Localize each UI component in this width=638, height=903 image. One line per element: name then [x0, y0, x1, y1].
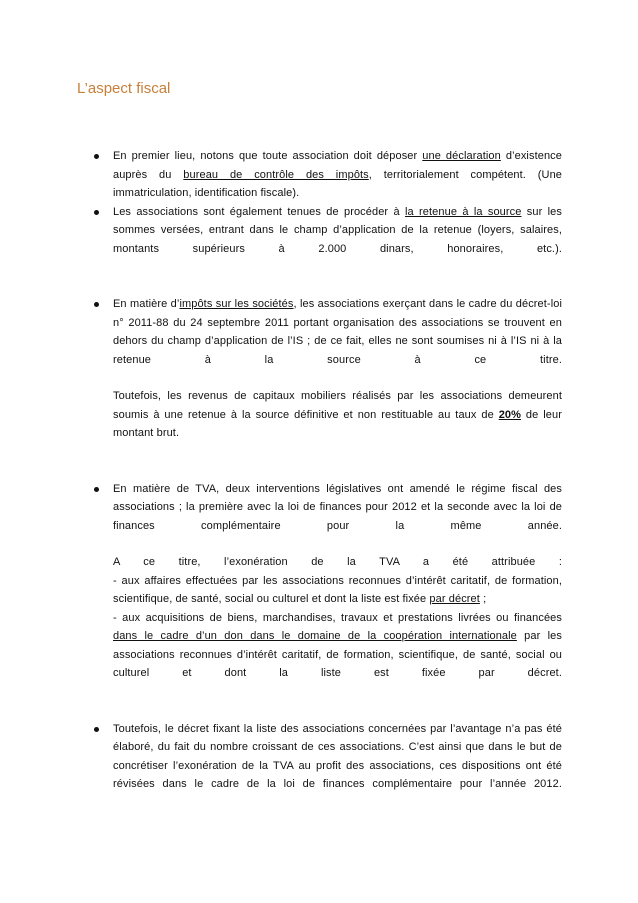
text-run: Toutefois, le décret fixant la liste des associations concernées par l’avantage n’a pas été élaboré, du fait du nombre croissant de ces associations. C’est ainsi que dans le but de concrétiser l’exonération de la TVA au profit des associations, ces dispositions ont été révisées dans le cadre de la loi de finances complémentaire pour l’année 2012. — [113, 722, 562, 790]
paragraph — [113, 480, 562, 536]
underlined-text: 20% — [498, 408, 522, 421]
underlined-text: la retenue à la source — [404, 205, 522, 218]
paragraph — [113, 553, 562, 572]
section-heading: L’aspect fiscal — [77, 80, 171, 97]
list-item — [0, 147, 638, 203]
text-run: En matière d’ — [113, 298, 180, 310]
text-run: , territorialement compétent. (Une immatriculation, identification fiscale). — [113, 168, 563, 199]
paragraph — [113, 572, 562, 609]
text-run: - aux acquisitions de biens, marchandises, travaux et prestations livrées ou financées — [113, 611, 562, 624]
underlined-text: dans le cadre d’un don dans le domaine de la coopération internationale — [113, 630, 517, 642]
text-run: A ce titre, l’exonération de la TVA a été attribuée : — [113, 556, 562, 568]
paragraph — [113, 147, 562, 203]
bullet-icon — [94, 727, 99, 732]
text-run: par les associations reconnues d’intérêt caritatif, de formation, scientifique, de santé, social ou culturel et dont la liste est fixée par décret. — [113, 630, 562, 679]
bullet-icon — [94, 154, 99, 159]
paragraph — [113, 720, 562, 794]
text-run: d’existence auprès du — [113, 150, 562, 181]
underlined-text: impôts sur les sociétés — [179, 298, 294, 310]
bullet-icon — [94, 302, 99, 307]
list-item — [0, 720, 638, 794]
list-item — [0, 203, 638, 259]
text-run: - aux affaires effectuées par les associations reconnues d’intérêt caritatif, de formation, scientifique, de santé, social ou culturel et dont la liste est fixée — [113, 574, 562, 605]
text-run: En matière de TVA, deux interventions législatives ont amendé le régime fiscal des associations ; la première avec la loi de finances pour 2012 et la seconde avec la loi de finances complémentaire pour la même année. — [113, 482, 562, 532]
text-run: Toutefois, les revenus de capitaux mobiliers réalisés par les associations demeurent soumis à une retenue à la source définitive et non restituable au taux de — [113, 390, 562, 421]
bullet-list — [0, 147, 638, 794]
paragraph — [113, 203, 562, 259]
text-run: , les associations exerçant dans le cadre du décret-loi n° 2011-88 du 24 septembre 2011 portant organisation des associations se trouvent en dehors du champ d’application de l’IS ; de ce fait, elles ne sont soumises ni à l’IS ni à la retenue à la source à ce titre. — [113, 298, 563, 366]
paragraph — [113, 609, 562, 683]
text-run: de leur montant brut. — [113, 408, 562, 439]
text-run: En premier lieu, notons que toute association doit déposer — [113, 150, 423, 162]
list-item — [0, 295, 638, 443]
bullet-icon — [94, 487, 99, 492]
underlined-text: par décret — [429, 593, 480, 605]
list-item — [0, 480, 638, 683]
underlined-text: bureau de contrôle des impôts — [183, 168, 369, 181]
text-run: Les associations sont également tenues de procéder à — [113, 205, 405, 218]
paragraph — [113, 295, 562, 369]
text-run: sur les sommes versées, entrant dans le champ d’application de la retenue (loyers, salaires, montants supérieurs à 2.000 dinars, honoraires, etc.). — [113, 205, 562, 255]
bullet-icon — [94, 210, 99, 215]
underlined-text: une déclaration — [422, 150, 501, 162]
text-run: ; — [479, 593, 487, 605]
paragraph — [113, 387, 562, 443]
